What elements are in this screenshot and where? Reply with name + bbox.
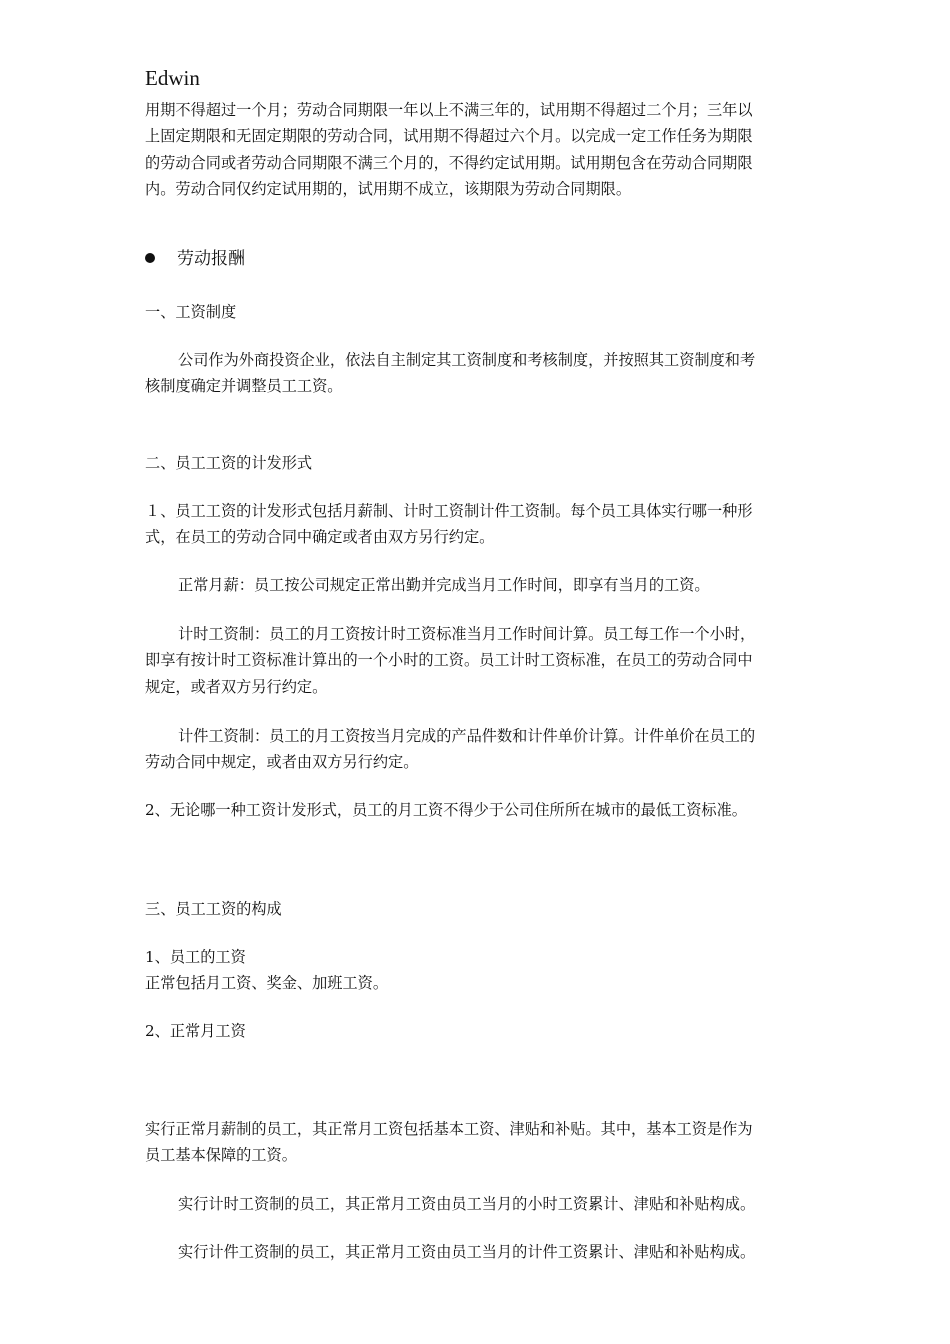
section2-monthly xyxy=(145,572,809,598)
section3-monthly xyxy=(145,1116,809,1169)
paragraph-line: 即享有按计时工资标准计算出的一个小时的工资。员工计时工资标准，在员工的劳动合同中 xyxy=(145,651,753,670)
section2-heading: 二、员工工资的计发形式 xyxy=(145,454,313,472)
section3-heading: 三、员工工资的构成 xyxy=(145,900,282,918)
section3-item2-title: 2、正常月工资 xyxy=(145,1022,246,1040)
section2-item1 xyxy=(145,498,809,551)
paragraph-line: 计时工资制：员工的月工资按计时工资标准当月工作时间计算。员工每工作一个小时， xyxy=(178,625,756,643)
section3-hourly xyxy=(145,1191,809,1217)
author-name: Edwin xyxy=(145,66,200,90)
paragraph-line: 式，在员工的劳动合同中确定或者由双方另行约定。 xyxy=(145,528,495,547)
intro-line: 的劳动合同或者劳动合同期限不满三个月的，不得约定试用期。试用期包含在劳动合同期限 xyxy=(145,153,753,172)
paragraph-line: 实行正常月薪制的员工，其正常月工资包括基本工资、津贴和补贴。其中，基本工资是作为 xyxy=(145,1120,753,1138)
paragraph-line: 员工基本保障的工资。 xyxy=(145,1146,297,1165)
bullet-dot-icon xyxy=(145,253,155,263)
section3-item1 xyxy=(145,944,809,997)
intro-line: 上固定期限和无固定期限的劳动合同，试用期不得超过六个月。以完成一定工作任务为期限 xyxy=(145,127,753,146)
intro-line: 内。劳动合同仅约定试用期的，试用期不成立，该期限为劳动合同期限。 xyxy=(145,180,631,199)
paragraph-line: 实行计件工资制的员工，其正常月工资由员工当月的计件工资累计、津贴和补贴构成。 xyxy=(178,1243,756,1261)
section3-piece xyxy=(145,1239,809,1265)
section2-piece xyxy=(145,723,809,776)
paragraph-line: 计件工资制：员工的月工资按当月完成的产品件数和计件单价计算。计件单价在员工的 xyxy=(178,727,756,745)
paragraph-line: 核制度确定并调整员工工资。 xyxy=(145,377,343,396)
intro-paragraph xyxy=(145,97,809,203)
paragraph-line: 公司作为外商投资企业，依法自主制定其工资制度和考核制度，并按照其工资制度和考 xyxy=(178,351,756,369)
section1-paragraph xyxy=(145,347,809,400)
paragraph-line: 正常月薪：员工按公司规定正常出勤并完成当月工作时间，即享有当月的工资。 xyxy=(178,576,710,594)
paragraph-line: 正常包括月工资、奖金、加班工资。 xyxy=(145,974,388,993)
paragraph-line: 实行计时工资制的员工，其正常月工资由员工当月的小时工资累计、津贴和补贴构成。 xyxy=(178,1195,756,1213)
paragraph-line: 劳动合同中规定，或者由双方另行约定。 xyxy=(145,753,419,772)
paragraph-line: 规定，或者双方另行约定。 xyxy=(145,677,328,696)
paragraph-line: １、员工工资的计发形式包括月薪制、计时工资制计件工资制。每个员工具体实行哪一种形 xyxy=(145,502,753,520)
intro-line: 用期不得超过一个月；劳动合同期限一年以上不满三年的，试用期不得超过二个月；三年以 xyxy=(145,101,753,119)
bullet-heading-row xyxy=(145,245,245,273)
section2-item2: 2、无论哪一种工资计发形式，员工的月工资不得少于公司住所所在城市的最低工资标准。 xyxy=(145,801,747,819)
section1-heading: 一、工资制度 xyxy=(145,303,237,321)
item-title: 1、员工的工资 xyxy=(145,948,246,966)
bullet-heading: 劳动报酬 xyxy=(177,249,245,269)
section2-hourly xyxy=(145,621,809,700)
